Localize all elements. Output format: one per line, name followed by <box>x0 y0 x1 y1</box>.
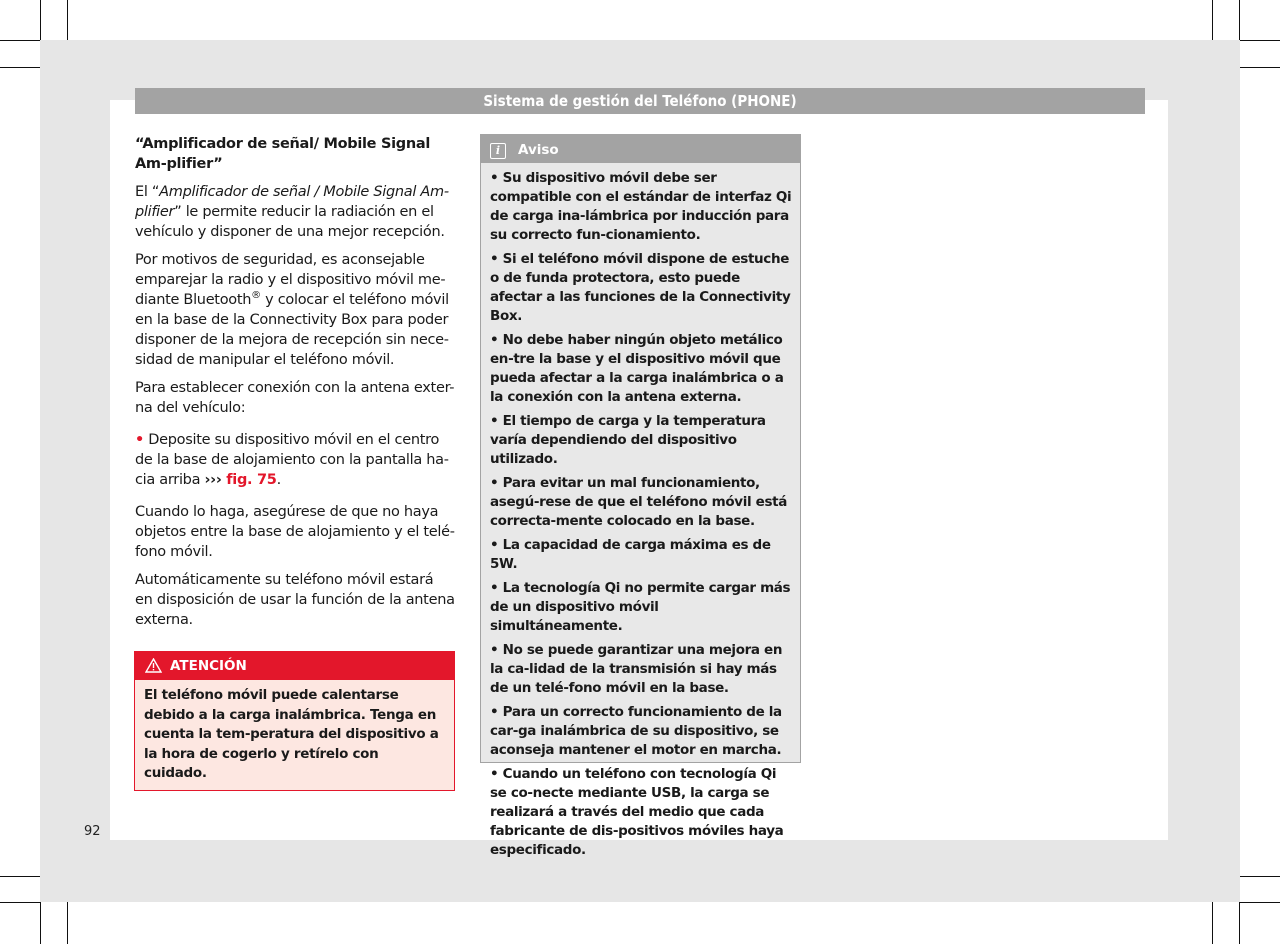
info-icon: i <box>490 143 506 159</box>
list-item: • El tiempo de carga y la temperatura varía dependiendo del dispositivo utilizado. <box>490 413 766 467</box>
section-heading: “Amplificador de señal/ Mobile Signal Am-plifier” <box>135 136 431 172</box>
list-item: • Cuando un teléfono con tecnología Qi se co-necte mediante USB, la carga se realizará a través del medio que cada fabricante de dis-positivos móviles haya especificado. <box>490 766 784 858</box>
list-item-text: Cuando un teléfono con tecnología Qi se co-necte mediante USB, la carga se realizará a través del medio que cada fabricante de dis-positivos móviles haya especificado. <box>490 766 784 858</box>
warning-header <box>135 652 454 680</box>
step-text: Deposite su dispositivo móvil en el centro de la base de alojamiento con la pantalla ha-cia arriba <box>135 432 449 488</box>
list-item: • Si el teléfono móvil dispone de estuche o de funda protectora, esto puede afectar a las funciones de la Connectivity Box. <box>490 251 791 324</box>
paragraph-text: y colocar el teléfono móvil en la base de la Connectivity Box para poder disponer de la mejora de recepción sin nece-sidad de manipular el teléfono móvil. <box>135 292 449 368</box>
crop-mark <box>1240 40 1280 41</box>
list-item-text: La capacidad de carga máxima es de 5W. <box>490 537 771 572</box>
list-item-text: La tecnología Qi no permite cargar más de un dispositivo móvil simultáneamente. <box>490 580 791 634</box>
paragraph-text: El “ <box>135 184 160 200</box>
term-italic: Amplificador de señal / Mobile Signal Am-plifier <box>135 184 449 220</box>
list-item: • No se puede garantizar una mejora en la ca-lidad de la transmisión si hay más de un telé-fono móvil en la base. <box>490 642 783 696</box>
reference-arrows: ››› <box>204 472 222 488</box>
crop-mark <box>1240 876 1280 877</box>
paragraph-text: ” le permite reducir la radiación en el vehículo y disponer de una mejor recepción. <box>135 204 445 240</box>
crop-mark <box>0 902 40 903</box>
list-item-text: Si el teléfono móvil dispone de estuche o de funda protectora, esto puede afectar a las funciones de la Connectivity Box. <box>490 251 791 324</box>
main-text-column <box>135 134 455 638</box>
paragraph: Para establecer conexión con la antena exter-na del vehículo: <box>135 380 455 416</box>
warning-triangle-icon <box>145 658 162 673</box>
registered-mark: ® <box>251 290 261 302</box>
paragraph: Cuando lo haga, asegúrese de que no haya objetos entre la base de alojamiento y el telé-fono móvil. <box>135 504 455 560</box>
notice-title: Aviso <box>518 142 559 158</box>
list-item-text: Para un correcto funcionamiento de la car-ga inalámbrica de su dispositivo, se aconseja mantener el motor en marcha. <box>490 704 782 758</box>
crop-mark <box>40 0 41 40</box>
notice-list <box>481 163 800 860</box>
list-item: • La capacidad de carga máxima es de 5W. <box>490 537 771 572</box>
crop-mark <box>1212 0 1213 40</box>
crop-mark <box>1212 902 1213 944</box>
crop-mark <box>67 902 68 944</box>
warning-title: ATENCIÓN <box>170 658 247 674</box>
instruction-step <box>135 430 455 490</box>
paragraph <box>135 182 455 242</box>
notice-box <box>480 134 801 858</box>
crop-mark <box>67 0 68 40</box>
crop-mark <box>1240 67 1280 68</box>
paragraph <box>135 250 455 370</box>
step-end: . <box>276 472 281 488</box>
list-item-text: No se puede garantizar una mejora en la ca-lidad de la transmisión si hay más de un telé-fono móvil en la base. <box>490 642 783 696</box>
figure-link[interactable]: fig. 75 <box>221 472 277 488</box>
list-item: • Su dispositivo móvil debe ser compatible con el estándar de interfaz Qi de carga ina-lámbrica por inducción para su correcto fun-cionamiento. <box>490 170 792 243</box>
list-item-text: Su dispositivo móvil debe ser compatible con el estándar de interfaz Qi de carga ina-lámbrica por inducción para su correcto fun-cionamiento. <box>490 170 792 243</box>
crop-mark <box>0 40 40 41</box>
list-item-text: El tiempo de carga y la temperatura varía dependiendo del dispositivo utilizado. <box>490 413 766 467</box>
list-item: • La tecnología Qi no permite cargar más de un dispositivo móvil simultáneamente. <box>490 580 791 634</box>
crop-mark <box>1239 902 1240 944</box>
crop-mark <box>0 67 40 68</box>
crop-mark <box>0 876 40 877</box>
list-item-text: Para evitar un mal funcionamiento, asegú-rese de que el teléfono móvil está correcta-mente colocado en la base. <box>490 475 787 529</box>
crop-mark <box>1239 0 1240 40</box>
list-item: • Para evitar un mal funcionamiento, asegú-rese de que el teléfono móvil está correcta-mente colocado en la base. <box>490 475 787 529</box>
list-item: • Para un correcto funcionamiento de la car-ga inalámbrica de su dispositivo, se aconseja mantener el motor en marcha. <box>490 704 782 758</box>
page-number: 92 <box>84 824 101 839</box>
paragraph-text: Por motivos de seguridad, es aconsejable emparejar la radio y el dispositivo móvil me-diante Bluetooth <box>135 252 446 308</box>
notice-header <box>481 135 800 163</box>
list-item: • No debe haber ningún objeto metálico en-tre la base y el dispositivo móvil que pueda afectar a la carga inalámbrica o a la conexión con la antena externa. <box>490 332 784 405</box>
crop-mark <box>1240 902 1280 903</box>
paragraph: Automáticamente su teléfono móvil estará en disposición de usar la función de la antena externa. <box>135 572 455 628</box>
warning-box <box>134 651 455 791</box>
warning-text: El teléfono móvil puede calentarse debido a la carga inalámbrica. Tenga en cuenta la tem-peratura del dispositivo a la hora de cogerlo y retírelo con cuidado. <box>144 687 439 781</box>
bullet-icon: • <box>135 432 144 448</box>
crop-mark <box>40 902 41 944</box>
section-header: Sistema de gestión del Teléfono (PHONE) <box>135 88 1145 114</box>
list-item-text: No debe haber ningún objeto metálico en-tre la base y el dispositivo móvil que pueda afectar a la carga inalámbrica o a la conexión con la antena externa. <box>490 332 784 405</box>
